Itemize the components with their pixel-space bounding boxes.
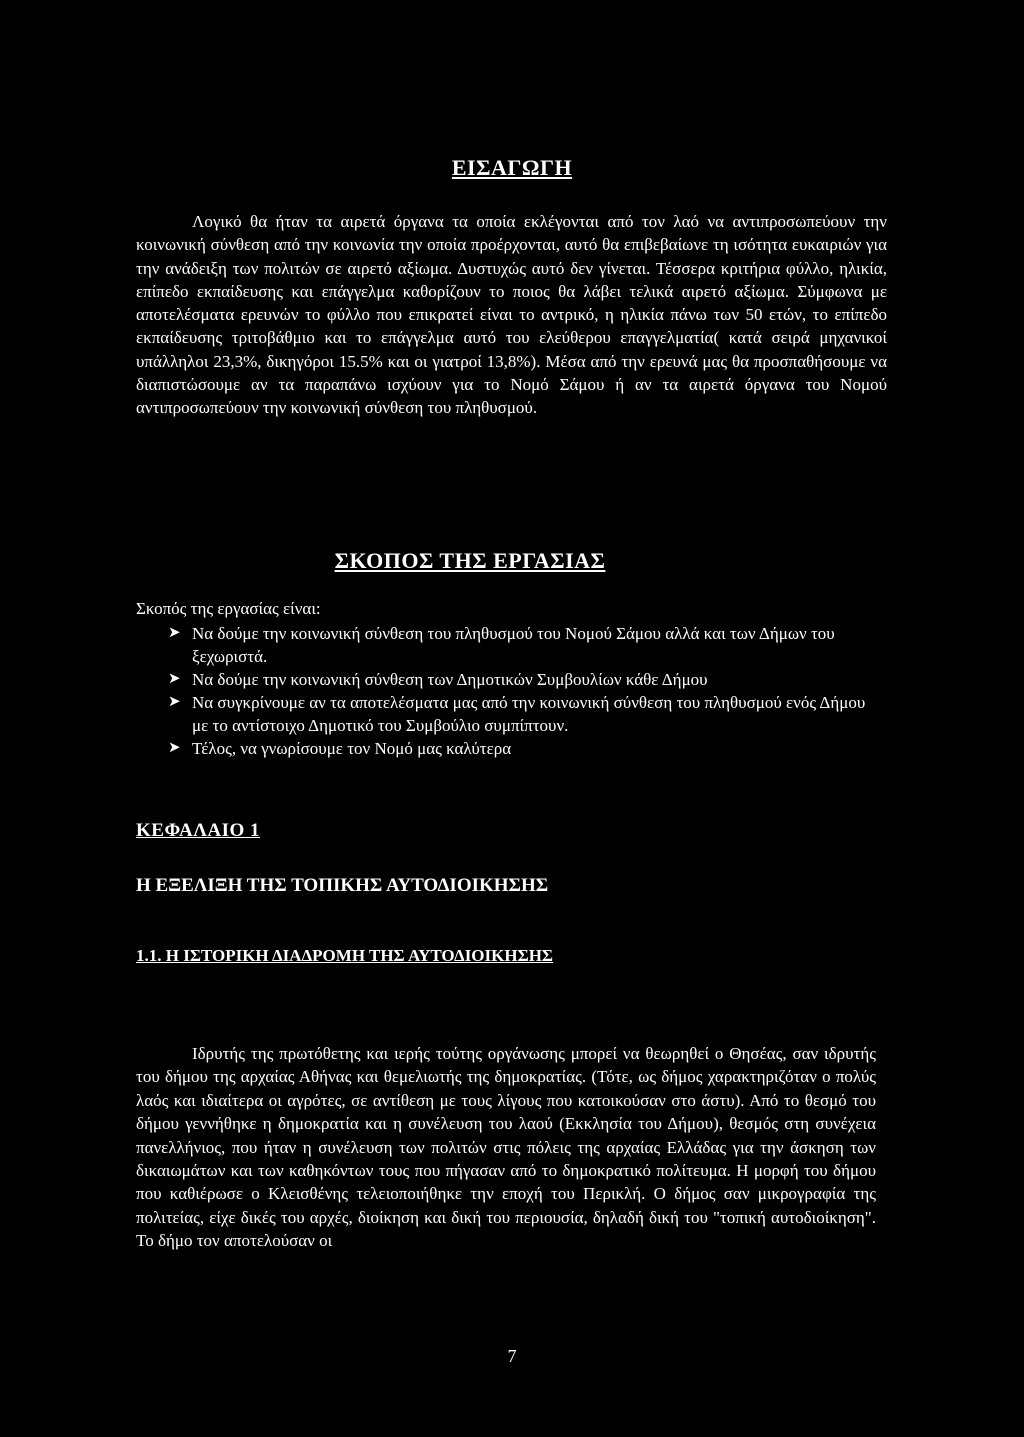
arrow-bullet-icon: ➤ xyxy=(168,694,181,710)
chapter-title: Η ΕΞΕΛΙΞΗ ΤΗΣ ΤΟΠΙΚΗΣ ΑΥΤΟΔΙΟΙΚΗΣΗΣ xyxy=(136,875,549,896)
list-item xyxy=(168,622,878,668)
page-number: 7 xyxy=(507,1346,517,1366)
arrow-bullet-icon: ➤ xyxy=(168,740,181,756)
history-paragraph xyxy=(136,1042,876,1253)
chapter-label: ΚΕΦΑΛΑΙΟ 1 xyxy=(136,820,261,841)
section-title: 1.1. Η ΙΣΤΟΡΙΚΗ ΔΙΑΔΡΟΜΗ ΤΗΣ ΑΥΤΟΔΙΟΙΚΗΣΗΣ xyxy=(136,946,554,965)
history-paragraph-text: Ιδρυτής της πρωτόθετης και ιερής τούτης οργάνωσης μπορεί να θεωρηθεί ο Θησέας, σαν ιδρυτής του δήμου της αρχαίας Αθήνας και θεμελιωτής της δημοκρατίας. (Τότε, ως δήμος χαρακτηριζόταν ο πολύς λαός και ιδιαίτερα οι αγρότες, σε αντίθεση με τους λίγους που κατοικούσαν στο άστυ). Από το θεσμό του δήμου γεννήθηκε η δημοκρατία και η συνέλευση του λαού (Εκκλησία του Δήμου), θεσμός στη συνέχεια πανελλήνιος, που ήταν η συνέλευση των πολιτών στις πόλεις της αρχαίας Ελλάδας για την άσκηση των δικαιωμάτων και των καθηκόντων τους που πήγασαν από το δημοκρατικό πολίτευμα. Η μορφή του δήμου που καθιέρωσε ο Κλεισθένης τελειοποιήθηκε την εποχή του Περικλή. Ο δήμος σαν μικρογραφία της πολιτείας, είχε δικές του αρχές, διοίκηση και δική του περιουσία, δηλαδή δική του "τοπική αυτοδιοίκηση". Το δήμο τον αποτελούσαν οι xyxy=(136,1044,876,1251)
intro-paragraph-text: Λογικό θα ήταν τα αιρετά όργανα τα οποία εκλέγονται από τον λαό να αντιπροσωπεύουν την κοινωνική σύνθεση από την κοινωνία την οποία προέρχονται, αυτό θα επιβεβαίωνε τη ισότητα ευκαιριών για την ανάδειξη των πολιτών σε αιρετό αξίωμα. Δυστυχώς αυτό δεν γίνεται. Τέσσερα κριτήρια φύλλο, ηλικία, επίπεδο εκπαίδευσης και επάγγελμα καθορίζουν το ποιος θα λάβει τελικά αιρετό αξίωμα. Σύμφωνα με αποτελέσματα ερευνών το φύλλο που επικρατεί είναι το αντρικό, η ηλικία πάνω των 50 ετών, το επίπεδο εκπαίδευσης τριτοβάθμιο και το επάγγελμα αυτό του ελεύθερου επαγγελματία( κατά σειρά μηχανικοί υπάλληλοι 23,3%, δικηγόροι 15.5% και οι γιατροί 13,8%). Μέσα από την ερευνά μας θα προσπαθήσουμε να διαπιστώσουμε αν τα παραπάνω ισχύουν για το Νομό Σάμου ή αν τα αιρετά όργανα του Νομού αντιπροσωπεύουν την κοινωνική σύνθεση του πληθυσμού. xyxy=(136,212,887,418)
purpose-lead: Σκοπός της εργασίας είναι: xyxy=(136,599,321,618)
arrow-bullet-icon: ➤ xyxy=(168,671,181,687)
list-item-text: Να συγκρίνουμε αν τα αποτελέσματα μας από την κοινωνική σύνθεση του πληθυσμού ενός Δήμου με το αντίστοιχο Δημοτικό του Συμβούλιο συμπίπτουν. xyxy=(192,693,866,735)
list-item-text: Τέλος, να γνωρίσουμε τον Νομό μας καλύτερα xyxy=(192,739,512,758)
list-item-text: Να δούμε την κοινωνική σύνθεση του πληθυσμού του Νομού Σάμου αλλά και των Δήμων του ξεχωριστά. xyxy=(192,624,835,666)
intro-paragraph xyxy=(136,210,887,420)
list-item xyxy=(168,737,878,760)
intro-title: ΕΙΣΑΓΩΓΗ xyxy=(451,155,573,180)
arrow-bullet-icon: ➤ xyxy=(168,625,181,641)
purpose-list xyxy=(168,622,878,760)
purpose-title: ΣΚΟΠΟΣ ΤΗΣ ΕΡΓΑΣΙΑΣ xyxy=(334,548,606,573)
list-item-text: Να δούμε την κοινωνική σύνθεση των Δημοτικών Συμβουλίων κάθε Δήμου xyxy=(192,670,708,689)
list-item xyxy=(168,668,878,691)
list-item xyxy=(168,691,878,737)
